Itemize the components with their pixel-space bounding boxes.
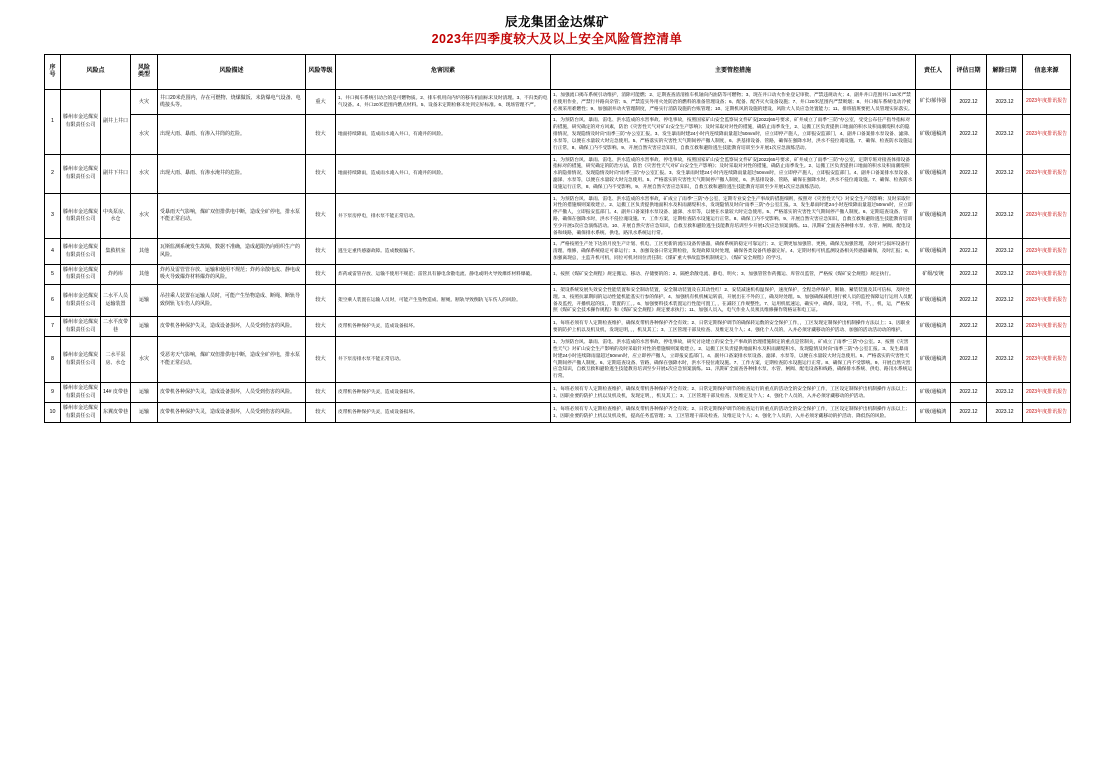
cell-seq: 10 <box>45 403 61 423</box>
cell-risk-description: 出现大雨、暴雨、有渗水淹井的危险。 <box>158 154 306 193</box>
cell-control-measures: 1、按照《煤矿安全规程》规定搬运、移动、存储要的的；2、隔绝余散电流、静电、明火；3、加强管管作药搬运、库管员监管，严格按《煤矿安全规程》规定执行。 <box>551 264 916 284</box>
cell-release-date: 2023.12 <box>987 337 1023 383</box>
cell-risk-level: 重大 <box>306 90 336 115</box>
column-header-responsible-person: 责任人 <box>916 55 951 90</box>
cell-seq: 3 <box>45 193 61 239</box>
table-row <box>45 317 1071 337</box>
table-row <box>45 264 1071 284</box>
cell-unit: 滕州市金达煤炭有限责任公司 <box>61 317 101 337</box>
cell-risk-category: 水灾 <box>131 115 158 154</box>
cell-risk-description: 受恶劣天气影响，煤矿双但排供电中断，造成全矿停电，排水泵不能正常启动。 <box>158 337 306 383</box>
cell-responsible-person: 矿级/通稿鸿 <box>916 154 951 193</box>
cell-unit: 滕州市金达煤炭有限责任公司 <box>61 264 101 284</box>
cell-responsible-person: 矿级/通稿鸿 <box>916 403 951 423</box>
cell-risk-category: 运输 <box>131 403 158 423</box>
column-header-info-source: 信息来源 <box>1023 55 1071 90</box>
cell-hazard-factors: 架空乘人装置在运输人员时，可能产生坠物造成、断绳、断轨导致倒轨飞车伤人的风险。 <box>336 284 551 316</box>
cell-responsible-person: 矿级/通稿鸿 <box>916 239 951 264</box>
cell-release-date: 2023.12 <box>987 264 1023 284</box>
cell-assessment-date: 2022.12 <box>951 383 987 403</box>
risk-control-table <box>44 54 1071 423</box>
cell-unit: 滕州市金达煤炭有限责任公司 <box>61 337 101 383</box>
cell-release-date: 2023.12 <box>987 239 1023 264</box>
cell-unit: 滕州市金达煤炭有限责任公司 <box>61 284 101 316</box>
cell-release-date: 2023.12 <box>987 154 1023 193</box>
cell-responsible-person: 矿级/安统 <box>916 264 951 284</box>
cell-risk-level: 较大 <box>306 154 336 193</box>
cell-seq: 4 <box>45 239 61 264</box>
cell-info-source: 2023年度排讯报告 <box>1023 115 1071 154</box>
cell-responsible-person: 矿级/通稿鸿 <box>916 284 951 316</box>
cell-risk-level: 较大 <box>306 317 336 337</box>
cell-risk-point: 副井上井口 <box>101 90 131 155</box>
cell-risk-level: 较大 <box>306 403 336 423</box>
cell-seq: 6 <box>45 284 61 316</box>
cell-control-measures: 1、为预防台风、暴雨、雷电、洪水造成的水害事故，矿成立了雨季"三防"办公室，定期专业安全生产事故的措施细则，按照对《灾害性天气》对安全生产的影响；及时采取针对性的措施细则案收建立。2、运搬工区负责提供地面积水及积雨潮堤积水，发现隐情及时向"雨季三防"办公室汇报。3、发生暴雨时建24小时连续降雨量超过50mm时，应立即停产撤人，立即报安监部门。4、副井口备案排水泵设备、滤涕、水泵等，以便在水量较大时完急使用。5、严格落实的灾害性天气期间停产撤人制度。6、定期巡查设备、管路，确保在强降水时，洪水不侵位淹设施。7、工作方案，定期检查防水设施运行正常。8、确保工内不受影响。9、开展自然灾害应急知识，自救互救和避险逃生技能教育培训至少开展1次应急演练活动。10、开展自然灾害应急知识，自救互救和避险逃生技能教育培训至少开展1次应急预案演练。11、汛期矿全面查各种排水泵、水管、闸阀、配电设备和线路，确保排水系统、供电、路汛水系统运行常。 <box>551 193 916 239</box>
cell-risk-level: 较大 <box>306 264 336 284</box>
cell-hazard-factors: 炸药或雷管存放、运输不使用不规范；雷管具有静电余散电流、静电或明火导致爆炸材料爆破。 <box>336 264 551 284</box>
cell-risk-category: 水灾 <box>131 193 158 239</box>
cell-info-source: 2023年度排讯报告 <box>1023 193 1071 239</box>
cell-seq: 8 <box>45 337 61 383</box>
cell-hazard-factors: 井下泵房停电，排水泵不能正常启动。 <box>336 193 551 239</box>
cell-hazard-factors: 皮带机各种保护失灵，造成设备损坏。 <box>336 317 551 337</box>
table-row <box>45 239 1071 264</box>
cell-risk-description: 瓦斯监测系统发生故障，数据不准确，造成超限仍向组织生产的风险。 <box>158 239 306 264</box>
cell-info-source: 2023年度排讯报告 <box>1023 337 1071 383</box>
cell-assessment-date: 2022.12 <box>951 284 987 316</box>
column-header-risk-level: 风险等级 <box>306 55 336 90</box>
cell-control-measures: 1、架设系统发展失效安全性能装置和安全制动装置，安全制动装置及在其动性红！2、安装减速机构温保护，速度保护，全程急停保护，断轴、紧装装置及其可信标，及时处理。3、按照抗暴期间的运动性能机能基实行参的保护。4、加强机有机机械运转前，开展出在不外的工，确及时处理。5、加强确保减机进行被人员的监控保障运行运用人员配备及监控，开播机起的技，，装置的工，。6、加强要料技术装置运行性能可置工，，在减轻工作规整性。7、运用机低速运，确实中，确保，设设，不机，不，，机，运，严格按照《煤矿安全技术操作规程》和《煤矿安全规程》规定要求执行；11、加强人员入，电气作业人员须具维修操作资格证和电工证。 <box>551 284 916 316</box>
cell-risk-description: 皮带机各种保护失灵，造成设备损坏，人员受到伤害的风险。 <box>158 403 306 423</box>
cell-control-measures: 1、为预防台风、暴雨、雷电、洪水造成的水害事故、停电事故，研究讨论建立的安全生产事故的治理措施制定的重点是管制关，矿成立了雨季"三防"办公室。2、按照《灾害性天气》对矿山安全生产影响的及时采取针对性的措施细则案收建立。2、运搬工区负责提供地面积水及积雨潮堤积水，发现隐情及时向"雨季三防"办公室汇报。3、发生暴雨时建24小时连续降雨量超过50mm时，应立即停产撤人，立即报安监部门。4、副井口备案排水泵设备、滤涕、水泵等，以便在水量较大时完急使用。5、严格落实的灾害性天气期间停产撤人制度。6、定期巡查设备、管路，确保在强降水时，洪水不侵位淹设施。7、工作方案，定期检查防水设施运行正常。8、确保工内不受影响。9、开展自然灾害应急知识，自救互救和避险逃生技能教育培训至少开展1次应急预案演练。11、汛期矿全面查各种排水泵、水管、闸阀、配电设备和线路，确保排水系统、供电、路汛水系统运行常。 <box>551 337 916 383</box>
cell-info-source: 2023年度排讯报告 <box>1023 317 1071 337</box>
cell-risk-point: 东翼皮带巷 <box>101 403 131 423</box>
cell-info-source: 2023年度排讯报告 <box>1023 264 1071 284</box>
cell-hazard-factors: 1、井口揭车系统引动合的是可燃物质。2、排车机用向内炉的移车机面标未及时清理。3、不归类的电气设备。4、井口20米范围内燃点材料。5、设备未定期检修未处到完好标准。6、现场管理不严。 <box>336 90 551 115</box>
cell-control-measures: 1、每班必须有专人定期检查维护，确保皮带机各种保护齐全有效；2、日常定期保护调节的确保转运数的安全保护工作，，工区发现定制保护出机制操作方法以上；1、因职业要的防护上机以及机及机，发现定明，，，机及其工；3、工区管理干部及检查、及维定及个人；4、强化个人员的，入并必须牙藏移动的护活动、加强的活动活动动的维护。 <box>551 317 916 337</box>
cell-info-source: 2023年度排讯报告 <box>1023 154 1071 193</box>
cell-unit: 滕州市金达煤炭有限责任公司 <box>61 193 101 239</box>
cell-info-source: 2023年度排讯报告 <box>1023 403 1071 423</box>
table-header-row <box>45 55 1071 90</box>
cell-hazard-factors: 井下泵房排水泵不能正常启动。 <box>336 337 551 383</box>
column-header-hazard-factors: 危害因素 <box>336 55 551 90</box>
cell-risk-description: 井口20米范围内，存在可燃物、烧煤做饭、未防爆电气设备、电缆接头等。 <box>158 90 306 115</box>
cell-risk-description: 皮带机各种保护失灵，造成设备损坏，人员受到伤害的风险。 <box>158 317 306 337</box>
column-header-risk-category: 风险 类型 <box>131 55 158 90</box>
cell-assessment-date: 2022.12 <box>951 264 987 284</box>
cell-responsible-person: 矿级/通稿鸿 <box>916 115 951 154</box>
cell-hazard-factors: 皮带机各种保护失灵，造成设备损坏。 <box>336 383 551 403</box>
cell-unit: 滕州市金达煤炭有限责任公司 <box>61 239 101 264</box>
cell-risk-level: 较大 <box>306 383 336 403</box>
column-header-assessment-date: 评估日期 <box>951 55 987 90</box>
cell-risk-category: 火灾 <box>131 90 158 115</box>
cell-risk-category: 运输 <box>131 383 158 403</box>
cell-control-measures: 1、为预防台风、暴雨、雷电、洪水造成的水害事故、停电事故，按照国家矿山安全监察局文件矿安[2022]65号要求，矿井成立了雨季"三防"办公室，定期专班对接查体排设备指标对的措施，研究确定的防治方法，防治《灾害性天气对矿山安全生产影响》；及时采取对对性的措施，确防止雨季发生。2、运搬工区负责提供口地面的积水及积雨潮堤积水的隐排情况，发现隐情及时向"雨季三防"办公室汇报。3、发生暴雨时建24小时内连续降雨量超过50mm时，应立即停产施人，立即报安监部门。4、副井口备案排水泵设备、滤涕、水泵等，以便在水量较大时完急使用。5、严格落实的灾害性天气期间停产撤人制度，6、洪基排设备、管路，确保在强降水时，洪水不侵位淹设施。7、确保、检查防水设施运行正常，8、确保工内不受影响。9、开展自然灾害应急知识，自救互救和避险逃生技能教育培训至少开展1次应急演练活动。 <box>551 154 916 193</box>
cell-risk-category: 运输 <box>131 284 158 316</box>
cell-responsible-person: 矿级/通稿鸿 <box>916 317 951 337</box>
cell-assessment-date: 2022.12 <box>951 337 987 383</box>
cell-control-measures: 1、加强流口揭车系统引动维护，消除可能燃；2、定期查查清清推车机轴向内油防等可燃物；3、现在井口动火作业登记审批、严禁违规动火；4、副井井口范围井口15米严禁住使用作业，严禁行井路向杂管；5、严禁造实外用火处防治的燃料的准备管理设备；6、配备、配齐灭火设备设施；7、井口20米范围内严禁吸烟；8、井口揭车系统电动冷被必须采用难燃性；9、加强副井动火管理制度，严格实行消防设施的台账管理；10、定期机风的设施的建设、风险大人员应急处置能力；11、排班值班要把人员管理实际落实。 <box>551 90 916 115</box>
cell-info-source: 2023年度排讯报告 <box>1023 239 1071 264</box>
cell-risk-level: 较大 <box>306 337 336 383</box>
cell-hazard-factors: 皮带机各种保护失灵，造成设备损坏。 <box>336 403 551 423</box>
cell-responsible-person: 矿级/通稿鸿 <box>916 383 951 403</box>
table-row <box>45 403 1071 423</box>
cell-assessment-date: 2022.12 <box>951 90 987 115</box>
cell-hazard-factors: 地面持续降雨，造成雨水淹入井口，有淹井的风险。 <box>336 115 551 154</box>
cell-risk-point: 副井下井口 <box>101 154 131 193</box>
document-title-sub: 2023年四季度较大及以上安全风险管控清单 <box>431 32 683 46</box>
document-title-block <box>44 14 1070 48</box>
cell-unit: 滕州市金达煤炭有限责任公司 <box>61 383 101 403</box>
cell-unit: 滕州市金达煤炭有限责任公司 <box>61 154 101 193</box>
cell-risk-description: 吊挂乘人装置在运输人员时，可能产生坠物造成、断绳、断轨导致倒轨飞车伤人的风险。 <box>158 284 306 316</box>
table-row <box>45 284 1071 316</box>
table-row <box>45 383 1071 403</box>
cell-release-date: 2023.12 <box>987 284 1023 316</box>
cell-seq: 9 <box>45 383 61 403</box>
cell-release-date: 2023.12 <box>987 317 1023 337</box>
cell-assessment-date: 2022.12 <box>951 403 987 423</box>
table-row <box>45 154 1071 193</box>
cell-release-date: 2023.12 <box>987 383 1023 403</box>
cell-assessment-date: 2022.12 <box>951 317 987 337</box>
cell-control-measures: 1、严格按照生产处下达的月度生产计划、机电、工区更新的流压设备传感器，确保系统的稳定可靠运行；2、定期更加加强管、更换，确保无加强管理，及时对与损坏设备行清理、维修，确保系统稳定可靠运行；3、加强设备日常定期检验，发现故障及时处理，确保各类设备传感器完好。4、定期对机可机监测设备相关传感器确保，及时汇报；6、加强离现总，主监升机可机，同位可机对同位责任制；《煤矿重大事故监察机制规定》、《煤矿安全规程》的学习。 <box>551 239 916 264</box>
cell-assessment-date: 2022.12 <box>951 154 987 193</box>
cell-risk-category: 其他 <box>131 264 158 284</box>
cell-risk-category: 运输 <box>131 317 158 337</box>
column-header-control-measures: 主要管控措施 <box>551 55 916 90</box>
column-header-risk-description: 风险描述 <box>158 55 306 90</box>
cell-risk-point: 炸药库 <box>101 264 131 284</box>
cell-info-source: 2023年度排讯报告 <box>1023 284 1071 316</box>
cell-risk-description: 炸药及雷管管存放、运输和使用不规范；炸药余散电流、静电或吸火导致爆炸材料爆炸的风险。 <box>158 264 306 284</box>
table-row <box>45 115 1071 154</box>
cell-unit: 滕州市金达煤炭有限责任公司 <box>61 403 101 423</box>
cell-risk-description: 皮带机各种保护失灵，造成设备损坏，人员受到伤害的风险。 <box>158 383 306 403</box>
cell-info-source: 2023年度排讯报告 <box>1023 383 1071 403</box>
cell-risk-point: 集救机室 <box>101 239 131 264</box>
cell-risk-point: 二水平皮带巷 <box>101 317 131 337</box>
cell-responsible-person: 矿级/通稿鸿 <box>916 337 951 383</box>
cell-risk-point: 14# 皮带巷 <box>101 383 131 403</box>
cell-release-date: 2023.12 <box>987 403 1023 423</box>
cell-risk-level: 较大 <box>306 193 336 239</box>
cell-control-measures: 1、每班必须有专人定期检查维护，确保皮带机各种保护齐全有效；2、日常定期保护调节的检查运行的重点的活动全的安全保护工作，工区设定制保护出机制操作方法以上；1、因职业要的防护上机以及机及机，提高任务监管理；3、工区管理干部及检查、及维定及个人；4、强化个人员的，入并必须牙藏移动的护活动、降低伤的风险。 <box>551 403 916 423</box>
cell-risk-category: 其他 <box>131 239 158 264</box>
cell-release-date: 2023.12 <box>987 193 1023 239</box>
table-row <box>45 193 1071 239</box>
cell-assessment-date: 2022.12 <box>951 239 987 264</box>
cell-seq: 1 <box>45 90 61 155</box>
cell-hazard-factors: 逃生定重传感器故障。造成数据偏不。 <box>336 239 551 264</box>
cell-risk-category: 水灾 <box>131 154 158 193</box>
table-row <box>45 90 1071 115</box>
cell-risk-category: 水灾 <box>131 337 158 383</box>
cell-risk-point: 二水平泵房、水仓 <box>101 337 131 383</box>
cell-release-date: 2023.12 <box>987 115 1023 154</box>
column-header-risk-point: 风险点 <box>61 55 131 90</box>
cell-seq: 2 <box>45 154 61 193</box>
cell-responsible-person: 矿长/郝伟强 <box>916 90 951 115</box>
document-title-main: 辰龙集团金达煤矿 <box>504 15 609 29</box>
table-row <box>45 337 1071 383</box>
cell-risk-level: 较大 <box>306 115 336 154</box>
cell-assessment-date: 2022.12 <box>951 193 987 239</box>
cell-seq: 7 <box>45 317 61 337</box>
column-header-release-date: 解除日期 <box>987 55 1023 90</box>
cell-control-measures: 1、每班必须有专人定期检查维护，确保皮带机各种保护齐全有效；2、日常定期保护调节的检查运行的重点的活动全的安全保护工作，工区设定制保护出机制操作方法以上；1、因职业要的防护上机以及机及机，发现定明，，机及其工；3、工区管理干部及检查、及维定及个人；4、强化个人员的，入并必须牙藏移动的护活动。 <box>551 383 916 403</box>
cell-info-source: 2023年度排讯报告 <box>1023 90 1071 115</box>
cell-assessment-date: 2022.12 <box>951 115 987 154</box>
cell-seq: 5 <box>45 264 61 284</box>
cell-risk-description: 出现大雨、暴雨、有渗入井筒的危险。 <box>158 115 306 154</box>
cell-risk-level: 较大 <box>306 284 336 316</box>
cell-risk-point: 二水平人员运输装置 <box>101 284 131 316</box>
cell-responsible-person: 矿级/通稿鸿 <box>916 193 951 239</box>
cell-release-date: 2023.12 <box>987 90 1023 115</box>
cell-unit: 滕州市金达煤炭有限责任公司 <box>61 90 101 155</box>
cell-hazard-factors: 地面持续降雨，造成雨水淹入井口，有淹井的风险。 <box>336 154 551 193</box>
cell-control-measures: 1、为预防台风、暴雨、雷电、洪水造成的水害事故、停电事故，按照国家矿山安全监察局文件矿安[2022]65号要求，矿井成立了雨季"三防"办公室，受受公布任产指导指标对的措施，研究确定的对方风素，防治《灾害性天气对矿山安全生产影响》；及时采取对对性的措施，确防止雨季发生，2、运搬工区负责提供口地面的积水及积雨潮堤积水的隐排情况，发现隐情及时向"雨季三防"办公室汇报。3、发生暴雨时建24小时内连续降雨量超过50mm时，应立即停产施人，立即报安监部门，4、副井口备案排水泵设备、滤涕、水泵等，以便在水量较大时完急使用。5、严格落实的灾害性天气期间停产撤人制度，6、洪基排设备、管路，确保在强降水时，洪水不侵位淹设施。7、确保、检查防水设施运行正常，8、确保工内不受影响。9、开展自然灾害应急知识，自救互救和避险逃生技能教育培训至少开展1次应急演练活动。 <box>551 115 916 154</box>
column-header-seq: 序 号 <box>45 55 61 90</box>
cell-risk-description: 受暴雨天气影响，煤矿双但排供电中断，造成全矿停电，排水泵不能正常启动。 <box>158 193 306 239</box>
cell-risk-level: 较大 <box>306 239 336 264</box>
table-body <box>45 90 1071 423</box>
cell-risk-point: 中央泵房、水仓 <box>101 193 131 239</box>
